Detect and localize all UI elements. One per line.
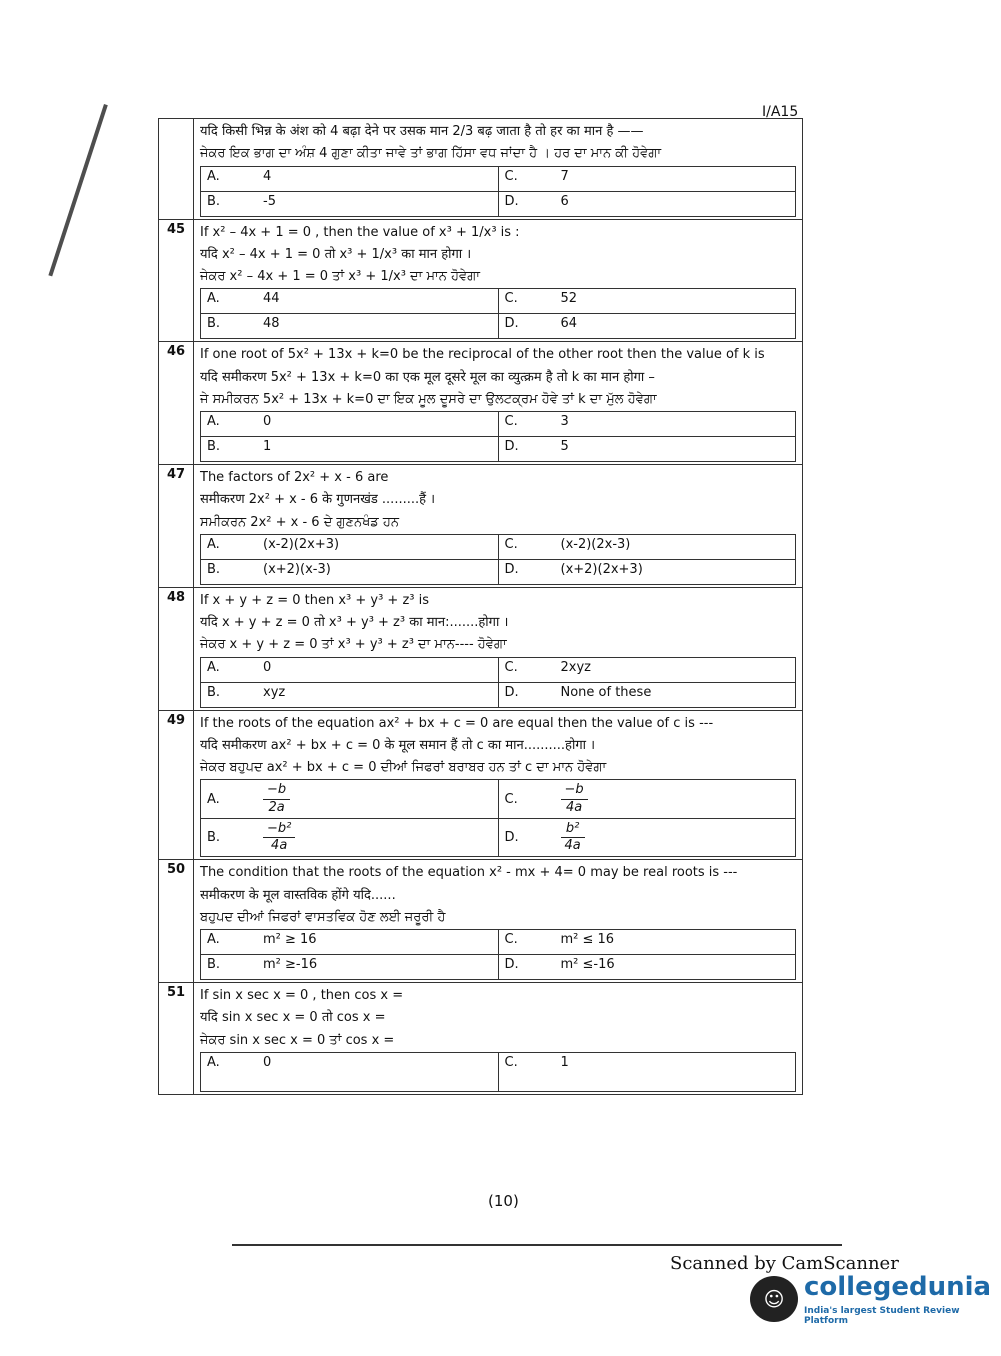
question-english: If x² – 4x + 1 = 0 , then the value of x³ + 1/x³ is :	[200, 224, 520, 240]
options-grid	[200, 534, 796, 585]
option-b[interactable]: B. xyz	[201, 682, 499, 707]
fraction: $\frac{\text{−b²}}{4a}$	[263, 821, 295, 855]
option-b[interactable]: B. -5	[201, 191, 499, 216]
collegedunia-logo	[750, 1272, 992, 1326]
fraction: $\frac{\text{b²}}{4a}$	[561, 821, 585, 855]
option-a[interactable]: A. 0	[201, 657, 499, 682]
page-number: (10)	[488, 1192, 519, 1210]
options-grid	[200, 929, 796, 980]
question-number: 49	[159, 710, 194, 860]
question-punjabi: ਜੇ ਸਮੀਕਰਨ 5x² + 13x + k=0 ਦਾ ਇਕ ਮੂਲ ਦੂਸਰੇ ਦਾ ਉਲਟਕ੍ਰਮ ਹੋਵੇ ਤਾਂ k ਦਾ ਮੁੱਲ ਹੋਵੇਗਾ	[200, 391, 657, 407]
question-46-row	[159, 342, 803, 465]
option-c[interactable]: C. m² ≤ 16	[498, 930, 796, 955]
question-number: 45	[159, 219, 194, 342]
question-punjabi: ਜੇਕਰ ਇਕ ਭਾਗ ਦਾ ਅੰਸ਼ 4 ਗੁਣਾ ਕੀਤਾ ਜਾਵੇ ਤਾਂ ਭਾਗ ਹਿੱਸਾ ਵਧ ਜਾਂਦਾ ਹੈ । ਹਰ ਦਾ ਮਾਨ ਕੀ ਹੋਵੇਗਾ	[200, 146, 662, 162]
option-b[interactable]: B. $\frac{\text{−b²}}{4a}$	[201, 818, 499, 857]
mascot-icon: ☺	[750, 1276, 798, 1322]
brand-name: collegedunia	[804, 1272, 992, 1302]
question-number: 48	[159, 587, 194, 710]
question-number: 47	[159, 465, 194, 588]
option-c[interactable]: C. 2xyz	[498, 657, 796, 682]
option-d[interactable]: D. m² ≤-16	[498, 955, 796, 980]
question-english: If one root of 5x² + 13x + k=0 be the reciprocal of the other root then the value of k is	[200, 347, 765, 363]
option-a[interactable]: A. m² ≥ 16	[201, 930, 499, 955]
question-51-row	[159, 983, 803, 1095]
option-b[interactable]: B. (x+2)(x-3)	[201, 559, 499, 584]
options-grid	[200, 288, 796, 339]
option-d[interactable]: D. None of these	[498, 682, 796, 707]
option-a[interactable]: A. 4	[201, 166, 499, 191]
option-b[interactable]: B. 48	[201, 314, 499, 339]
question-number: 50	[159, 860, 194, 983]
option-c[interactable]: C. 3	[498, 412, 796, 437]
option-a[interactable]: A. (x-2)(2x+3)	[201, 534, 499, 559]
options-grid	[200, 1052, 796, 1092]
scanned-by-watermark: Scanned by CamScanner	[670, 1253, 899, 1274]
fraction: $\frac{-b}{4a}$	[561, 782, 588, 816]
option-c[interactable]: C. $\frac{-b}{4a}$	[498, 780, 796, 819]
question-45-row	[159, 219, 803, 342]
question-number: 46	[159, 342, 194, 465]
question-hindi: समीकरण के मूल वास्तविक होंगे यदि......	[200, 887, 396, 903]
page-code: I/A15	[762, 104, 799, 120]
option-b[interactable]: B. m² ≥-16	[201, 955, 499, 980]
option-d[interactable]: D. 64	[498, 314, 796, 339]
question-number	[159, 119, 194, 220]
question-hindi: यदि sin x sec x = 0 तो cos x =	[200, 1010, 386, 1026]
option-c[interactable]: C. (x-2)(2x-3)	[498, 534, 796, 559]
question-hindi: यदि x² – 4x + 1 = 0 तो x³ + 1/x³ का मान होगा ।	[200, 246, 472, 262]
option-a[interactable]: A. 0	[201, 412, 499, 437]
question-number: 51	[159, 983, 194, 1095]
option-d[interactable]: D. 5	[498, 437, 796, 462]
options-grid	[200, 779, 796, 857]
question-punjabi: ਜੇਕਰ sin x sec x = 0 ਤਾਂ cos x =	[200, 1032, 395, 1048]
options-grid	[200, 166, 796, 217]
question-hindi: समीकरण 2x² + x - 6 के गुणनखंड .........हैं ।	[200, 492, 436, 508]
question-table	[158, 118, 803, 1095]
question-english: If x + y + z = 0 then x³ + y³ + z³ is	[200, 592, 430, 608]
question-47-row	[159, 465, 803, 588]
question-english: The factors of 2x² + x - 6 are	[200, 470, 389, 485]
question-hindi: यदि किसी भिन्न के अंश को 4 बढ़ा देने पर उसक मान 2/3 बढ़ जाता है तो हर का मान है ——	[200, 124, 644, 139]
question-49-row	[159, 710, 803, 860]
question-english: If sin x sec x = 0 , then cos x =	[200, 988, 404, 1003]
question-48-row	[159, 587, 803, 710]
option-a[interactable]: A. 0	[201, 1052, 499, 1091]
option-c[interactable]: C. 1	[498, 1052, 796, 1091]
option-d[interactable]: D. $\frac{\text{b²}}{4a}$	[498, 818, 796, 857]
option-c[interactable]: C. 7	[498, 166, 796, 191]
options-grid	[200, 657, 796, 708]
question-50-row	[159, 860, 803, 983]
option-d[interactable]: D. (x+2)(2x+3)	[498, 559, 796, 584]
divider	[232, 1244, 842, 1246]
question-english: If the roots of the equation ax² + bx + c = 0 are equal then the value of c is ---	[200, 715, 714, 731]
question-punjabi: ਜੇਕਰ ਬਹੁਪਦ ax² + bx + c = 0 ਦੀਆਂ ਜਿਫਰਾਂ ਬਰਾਬਰ ਹਨ ਤਾਂ c ਦਾ ਮਾਨ ਹੋਵੇਗਾ	[200, 760, 607, 775]
option-d[interactable]: D. 6	[498, 191, 796, 216]
option-b[interactable]: B. 1	[201, 437, 499, 462]
question-punjabi: ਜੇਕਰ x² – 4x + 1 = 0 ਤਾਂ x³ + 1/x³ ਦਾ ਮਾਨ ਹੋਵੇਗਾ	[200, 269, 480, 284]
question-hindi: यदि समीकरण ax² + bx + c = 0 के मूल समान हैं तो c का मान..........होगा ।	[200, 737, 596, 753]
option-c[interactable]: C. 52	[498, 289, 796, 314]
question-hindi: यदि समीकरण 5x² + 13x + k=0 का एक मूल दूसरे मूल का व्युत्क्रम है तो k का मान होगा –	[200, 369, 655, 385]
pen-slash-mark	[48, 104, 107, 276]
option-a[interactable]: A. $\frac{-b}{2a}$	[201, 780, 499, 819]
fraction: $\frac{-b}{2a}$	[263, 782, 290, 816]
options-grid	[200, 411, 796, 462]
question-punjabi: ਬਹੁਪਦ ਦੀਆਂ ਜਿਫਰਾਂ ਵਾਸਤਵਿਕ ਹੋਣ ਲਈ ਜਰੂਰੀ ਹੈ	[200, 909, 446, 925]
question-44-row	[159, 119, 803, 220]
question-punjabi: ਜੇਕਰ x + y + z = 0 ਤਾਂ x³ + y³ + z³ ਦਾ ਮਾਨ---- ਹੋਵੇਗਾ	[200, 637, 507, 653]
question-hindi: यदि x + y + z = 0 तो x³ + y³ + z³ का मान:.......होगा ।	[200, 615, 509, 630]
question-english: The condition that the roots of the equation x² - mx + 4= 0 may be real roots is ---	[200, 865, 738, 881]
question-punjabi: ਸਮੀਕਰਨ 2x² + x - 6 ਦੇ ਗੁਣਨਖੰਡ ਹਨ	[200, 514, 399, 530]
option-a[interactable]: A. 44	[201, 289, 499, 314]
brand-tagline: India's largest Student Review Platform	[804, 1306, 960, 1326]
